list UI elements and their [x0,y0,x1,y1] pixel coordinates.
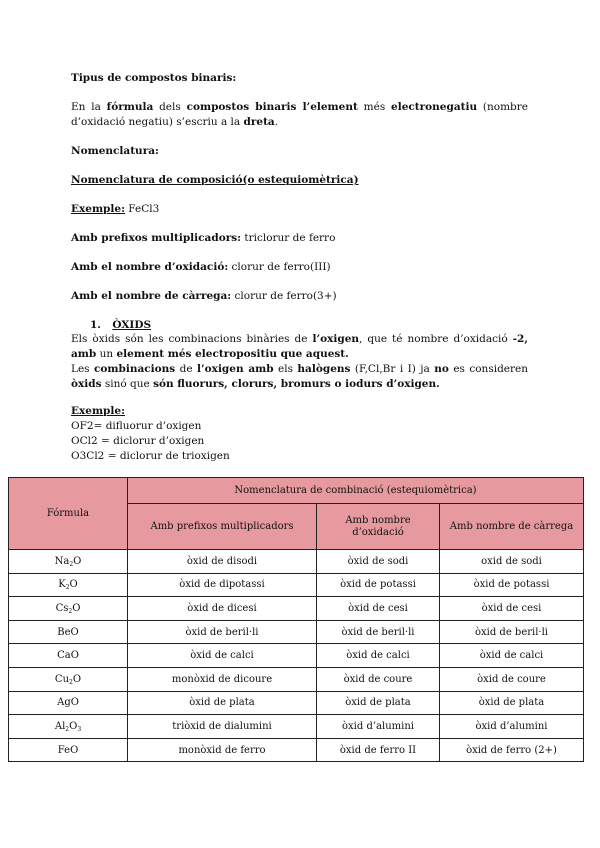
cell-oxidacio: òxid de sodi [317,550,440,574]
cell-formula: $Al_2O_3$ [9,715,128,739]
oxids-number: 1. [90,319,101,331]
cell-prefixos: òxid de calci [128,644,317,668]
intro-bold: compostos binaris l’element [186,101,358,113]
exemple-formula: FeCl3 [128,203,160,215]
intro-text: més [357,101,392,113]
cell-carrega: oxid de sodi [440,550,584,574]
oxids-text: es consideren [448,363,528,375]
cell-carrega: òxid de beril·li [440,620,584,644]
intro-text: En la [71,101,107,113]
cell-prefixos: òxid de dicesi [128,597,317,621]
cell-formula: CaO [9,644,128,668]
cell-formula: FeO [9,738,128,762]
cell-oxidacio: òxid de plata [317,691,440,715]
cell-prefixos: òxid de disodi [128,550,317,574]
intro-text: (nombre d’oxidació negatiu) s’escriu a la [71,101,528,128]
oxids-text: sinó que [101,378,154,390]
heading-tipus: Tipus de compostos binaris: [71,72,237,84]
intro-bold: dreta [243,116,275,128]
cell-formula: $Cs_2O$ [9,597,128,621]
oxids-text: Les [71,363,95,375]
intro-bold: fórmula [106,101,154,113]
exemple-1 [71,202,528,217]
oxidacio-value: clorur de ferro(III) [228,261,331,273]
table-body [9,550,584,762]
oxidacio-line [71,260,528,275]
cell-prefixos: òxid de beril·li [128,620,317,644]
carrega-line [71,289,528,304]
header-prefixos: Amb prefixos multiplicadors [128,504,317,550]
oxids-bold: són fluorurs, clorurs, bromurs o iodurs d’oxigen. [153,378,440,390]
oxids-text: (F,Cl,Br i I) ja [350,363,435,375]
cell-oxidacio: òxid de calci [317,644,440,668]
header-formula: Fórmula [9,478,128,550]
cell-oxidacio: òxid de ferro II [317,738,440,762]
intro-text: dels [153,101,187,113]
cell-oxidacio: òxid de potassi [317,573,440,597]
oxids-heading [90,318,528,333]
prefixos-label: Amb prefixos multiplicadors: [71,232,242,244]
cell-prefixos: monòxid de dicoure [128,667,317,691]
exemple-line: OCl2 = diclorur d’oxigen [71,435,205,447]
cell-oxidacio: òxid d’alumini [317,715,440,739]
exemple-2-label: Exemple: [71,405,125,417]
exemple-line: O3Cl2 = diclorur de trioxigen [71,450,230,462]
cell-prefixos: òxid de plata [128,691,317,715]
table-row [9,550,584,574]
oxidacio-label: Amb el nombre d’oxidació: [71,261,229,273]
cell-prefixos: òxid de dipotassi [128,573,317,597]
cell-prefixos: triòxid de dialumini [128,715,317,739]
oxids-text: de [175,363,198,375]
table-row [9,738,584,762]
cell-oxidacio: òxid de cesi [317,597,440,621]
exemple-label: Exemple: [71,203,125,215]
oxids-bold: halògens [297,363,351,375]
cell-carrega: òxid de plata [440,691,584,715]
carrega-value: clorur de ferro(3+) [231,290,337,302]
cell-formula: BeO [9,620,128,644]
oxids-bold: no [434,363,449,375]
cell-oxidacio: òxid de beril·li [317,620,440,644]
carrega-label: Amb el nombre de càrrega: [71,290,232,302]
cell-carrega: òxid de potassi [440,573,584,597]
table-row [9,597,584,621]
cell-formula: $K_2O$ [9,573,128,597]
cell-carrega: òxid de calci [440,644,584,668]
cell-formula: $Cu_2O$ [9,667,128,691]
oxids-bold: combinacions [94,363,176,375]
oxids-paragraph [71,332,528,392]
nomenclature-table [8,477,584,762]
header-group: Nomenclatura de combinació (estequiomètrica) [128,478,584,504]
oxids-bold: -2, amb [71,333,528,360]
cell-formula: $Na_2O$ [9,550,128,574]
oxids-bold: l’oxigen amb [197,363,274,375]
table-row [9,715,584,739]
cell-prefixos: monòxid de ferro [128,738,317,762]
table-row [9,644,584,668]
oxids-bold: element més electropositiu que aquest. [116,348,349,360]
cell-formula: AgO [9,691,128,715]
prefixos-value: triclorur de ferro [241,232,336,244]
table-row [9,691,584,715]
header-oxidacio: Amb nombre d’oxidació [317,504,440,550]
table-row [9,620,584,644]
heading-composicio: Nomenclatura de composició(o estequiomètrica) [71,174,359,186]
oxids-title: ÒXIDS [112,319,152,331]
cell-oxidacio: òxid de coure [317,667,440,691]
table-row [9,667,584,691]
cell-carrega: òxid de cesi [440,597,584,621]
oxids-bold: l’oxigen [312,333,360,345]
exemple-line: OF2= difluorur d’oxigen [71,420,202,432]
oxids-text: un [96,348,117,360]
intro-text: . [274,116,279,128]
intro-bold: electronegatiu [391,101,478,113]
oxids-text: Els òxids són les combinacions binàries de [71,333,313,345]
intro-paragraph [71,100,528,130]
heading-nomenclatura: Nomenclatura: [71,145,159,157]
prefixos-line [71,231,528,246]
cell-carrega: òxid de coure [440,667,584,691]
exemple-2 [71,404,528,464]
cell-carrega: òxid d’alumini [440,715,584,739]
oxids-text: els [273,363,298,375]
cell-carrega: òxid de ferro (2+) [440,738,584,762]
header-carrega: Amb nombre de càrrega [440,504,584,550]
table-row [9,573,584,597]
oxids-bold: òxids [71,378,102,390]
oxids-text: , que té nombre d’oxidació [359,333,513,345]
